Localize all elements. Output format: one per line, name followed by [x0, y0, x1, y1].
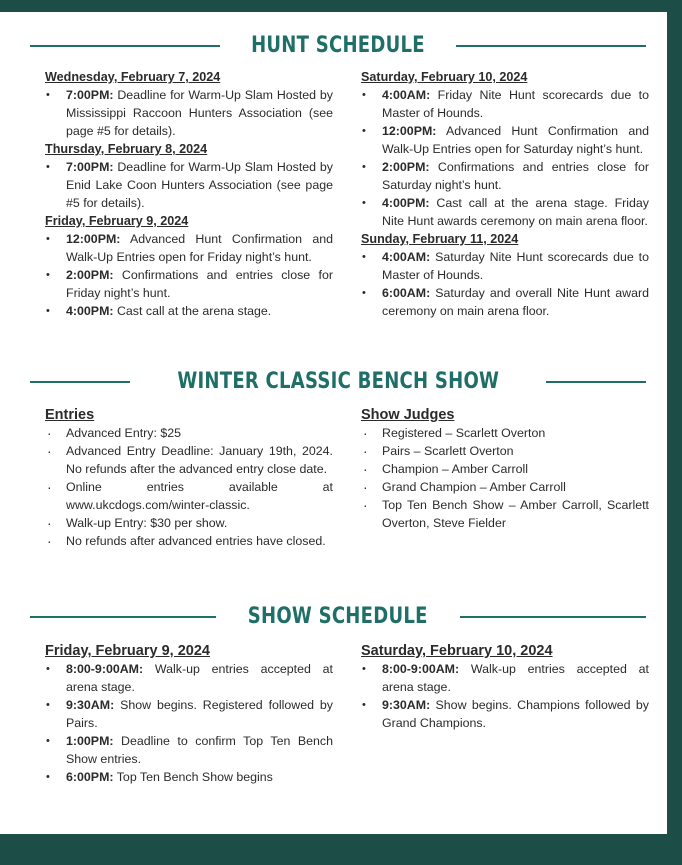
show-schedule-title: SHOW SCHEDULE — [248, 604, 428, 629]
item-time: 6:00AM: — [382, 286, 431, 300]
heading-rule-left — [30, 45, 220, 47]
item-time: 12:00PM: — [382, 124, 437, 138]
list-item — [45, 266, 333, 302]
list-item: · Advanced Entry: $25 — [45, 424, 333, 442]
item-text: Advanced Hunt Confirmation and Walk-Up Entries open for Friday night’s hunt. — [66, 232, 333, 264]
list-item — [361, 122, 649, 158]
item-text: Cast call at the arena stage. — [116, 304, 272, 318]
list-item — [45, 230, 333, 266]
list-item: · Registered – Scarlett Overton — [361, 424, 649, 442]
day-heading: Wednesday, February 7, 2024 — [45, 70, 221, 84]
item-time: 7:00PM: — [66, 160, 114, 174]
item-time: 8:00-9:00AM: — [382, 662, 460, 676]
day-heading: Saturday, February 10, 2024 — [361, 70, 528, 84]
item-text: Friday Nite Hunt scorecards due to Master of Hounds. — [382, 88, 649, 120]
item-time: 7:00PM: — [66, 88, 114, 102]
judges-heading: Show Judges — [361, 407, 455, 423]
item-time: 6:00PM: — [66, 770, 114, 784]
list-item: · Grand Champion – Amber Carroll — [361, 478, 649, 496]
judges-column — [361, 406, 649, 532]
item-time: 8:00-9:00AM: — [66, 662, 144, 676]
list-item — [45, 86, 333, 140]
item-time: 4:00PM: — [382, 196, 430, 210]
item-text: Cast call at the arena stage. Friday Nite Hunt awards ceremony on main arena floor. — [382, 196, 649, 228]
item-time: 4:00AM: — [382, 88, 431, 102]
list-item: · No refunds after advanced entries have closed. — [45, 532, 333, 550]
item-time: 2:00PM: — [382, 160, 430, 174]
hunt-schedule-title: HUNT SCHEDULE — [251, 33, 425, 58]
item-text: Show begins. Champions followed by Grand Champions. — [382, 698, 649, 730]
list-item — [361, 284, 649, 320]
heading-rule-left — [30, 616, 216, 618]
item-text: Saturday Nite Hunt scorecards due to Master of Hounds. — [382, 250, 649, 282]
list-item — [45, 302, 333, 320]
day-heading: Friday, February 9, 2024 — [45, 214, 189, 228]
item-text: Walk-up entries accepted at arena stage. — [382, 662, 650, 694]
item-text: Deadline to confirm Top Ten Bench Show entries. — [66, 734, 333, 766]
list-item: · Pairs – Scarlett Overton — [361, 442, 649, 460]
item-time: 2:00PM: — [66, 268, 114, 282]
bottom-border-band — [0, 834, 682, 865]
list-item — [361, 194, 649, 230]
list-item — [45, 158, 333, 212]
heading-rule-right — [456, 45, 646, 47]
day-heading: Sunday, February 11, 2024 — [361, 232, 519, 246]
heading-rule-right — [546, 381, 646, 383]
entries-column — [45, 406, 333, 550]
heading-rule-right — [460, 616, 646, 618]
item-text: Advanced Hunt Confirmation and Walk-Up Entries open for Saturday night’s hunt. — [382, 124, 649, 156]
item-time: 9:30AM: — [66, 698, 115, 712]
day-heading: Saturday, February 10, 2024 — [361, 643, 553, 659]
list-item: · Top Ten Bench Show – Amber Carroll, Scarlett Overton, Steve Fielder — [361, 496, 649, 532]
list-item — [45, 768, 333, 786]
item-time: 1:00PM: — [66, 734, 114, 748]
item-time: 9:30AM: — [382, 698, 431, 712]
hunt-schedule-heading — [30, 33, 646, 58]
item-time: 12:00PM: — [66, 232, 121, 246]
item-text: Deadline for Warm-Up Slam Hosted by Mississippi Raccoon Hunters Association (see page #5 for details). — [66, 88, 333, 138]
heading-rule-left — [30, 381, 130, 383]
list-item — [361, 248, 649, 284]
hunt-schedule-left-column — [45, 68, 333, 320]
item-text: Saturday and overall Nite Hunt award ceremony on main arena floor. — [382, 286, 649, 318]
bench-show-title: WINTER CLASSIC BENCH SHOW — [177, 369, 499, 394]
list-item: · Champion – Amber Carroll — [361, 460, 649, 478]
show-schedule-right-column — [361, 642, 649, 732]
list-item — [361, 696, 649, 732]
list-item — [45, 696, 333, 732]
item-text: Top Ten Bench Show begins — [116, 770, 273, 784]
list-item — [361, 158, 649, 194]
list-item — [361, 660, 649, 696]
item-time: 4:00PM: — [66, 304, 114, 318]
item-text: Confirmations and entries close for Saturday night’s hunt. — [382, 160, 649, 192]
item-time: 4:00AM: — [382, 250, 431, 264]
list-item: · Online entries available at www.ukcdogs.com/winter-classic. — [45, 478, 333, 514]
hunt-schedule-right-column — [361, 68, 649, 320]
list-item: · Walk-up Entry: $30 per show. — [45, 514, 333, 532]
item-text: Show begins. Registered followed by Pairs. — [66, 698, 333, 730]
show-schedule-heading — [30, 604, 646, 629]
list-item — [45, 732, 333, 768]
item-text: Confirmations and entries close for Friday night’s hunt. — [66, 268, 333, 300]
day-heading: Thursday, February 8, 2024 — [45, 142, 208, 156]
list-item — [45, 660, 333, 696]
right-border-band — [667, 0, 682, 865]
item-text: Walk-up entries accepted at arena stage. — [66, 662, 334, 694]
list-item — [361, 86, 649, 122]
day-heading: Friday, February 9, 2024 — [45, 643, 210, 659]
entries-heading: Entries — [45, 407, 95, 423]
bench-show-heading — [30, 369, 646, 394]
show-schedule-left-column — [45, 642, 333, 786]
item-text: Deadline for Warm-Up Slam Hosted by Enid Lake Coon Hunters Association (see page #5 for details). — [66, 160, 333, 210]
list-item: · Advanced Entry Deadline: January 19th, 2024. No refunds after the advanced entry close date. — [45, 442, 333, 478]
